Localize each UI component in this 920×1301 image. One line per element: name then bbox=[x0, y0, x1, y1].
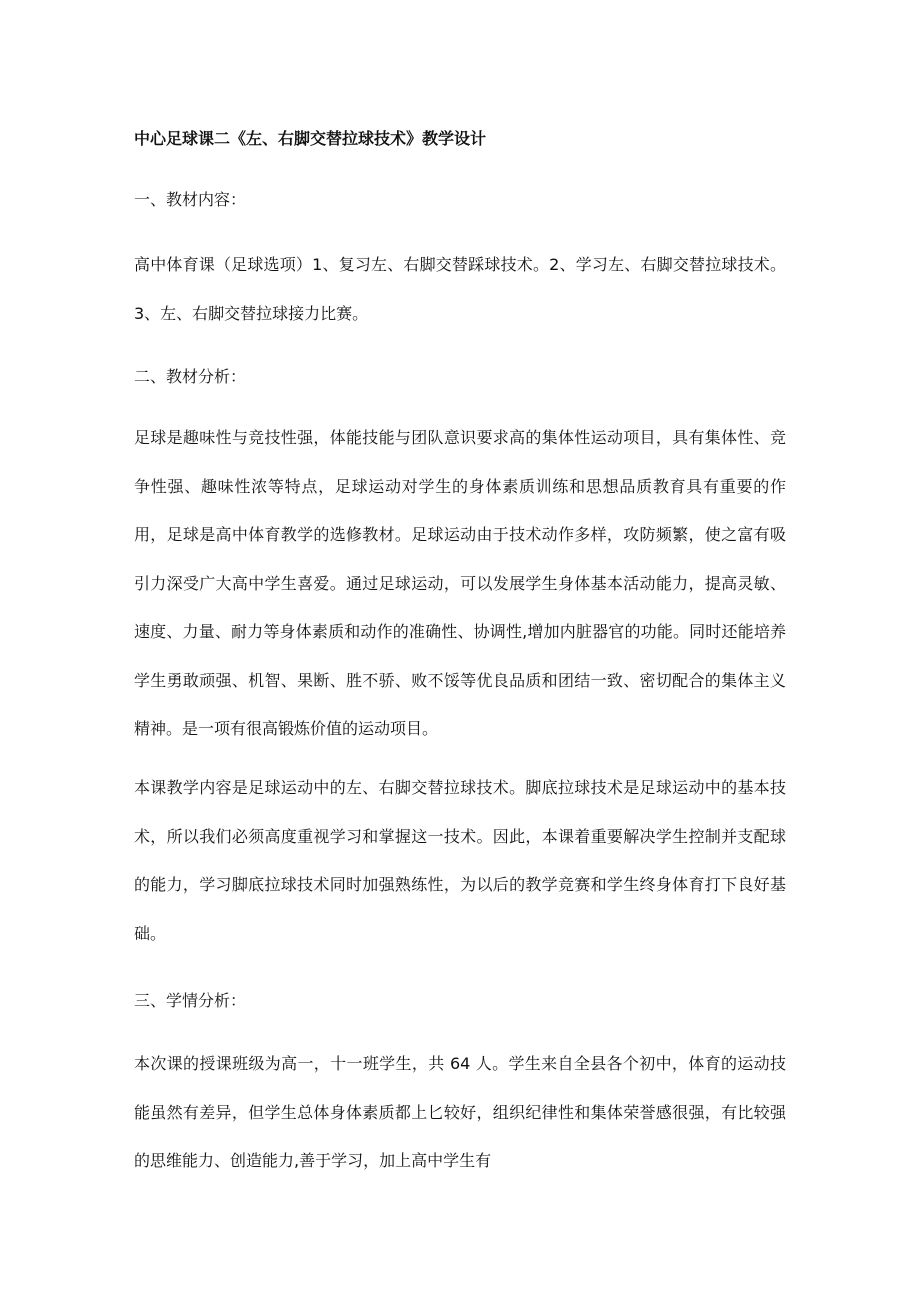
paragraph-analysis-football: 足球是趣味性与竞技性强，体能技能与团队意识要求高的集体性运动项目，具有集体性、竞争性强、趣味性浓等特点，足球运动对学生的身体素质训练和思想品质教育具有重要的作用，足球是高中体育教学的选修教材。足球运动由于技术动作多样，攻防频繁，使之富有吸引力深受广大高中学生喜爱。通过足球运动，可以发展学生身体基本活动能力，提高灵敏、速度、力量、耐力等身体素质和动作的准确性、协调性,增加内脏器官的功能。同时还能培养学生勇敢顽强、机智、果断、胜不骄、败不馁等优良品质和团结一致、密切配合的集体主义精神。是一项有很高锻炼价值的运动项目。 bbox=[134, 428, 786, 738]
paragraph-students-analysis: 本次课的授课班级为高一，十一班学生，共 64 人。学生来自全县各个初中，体育的运动技能虽然有差异，但学生总体身体素质都上匕较好，组织纪律性和集体荣誉感很强，有比较强的思维能力、创造能力,善于学习，加上高中学生有 bbox=[134, 1054, 786, 1170]
section-heading-materials: 一、教材内容： bbox=[134, 190, 247, 209]
paragraph-analysis-lesson: 本课教学内容是足球运动中的左、右脚交替拉球技术。脚底拉球技术是足球运动中的基本技术，所以我们必须高度重视学习和掌握这一技术。因此，本课着重要解决学生控制并支配球的能力，学习脚底拉球技术同时加强熟练性，为以后的教学竞赛和学生终身体育打下良好基础。 bbox=[134, 778, 786, 943]
document-title: 中心足球课二《左、右脚交替拉球技术》教学设计 bbox=[134, 129, 487, 148]
section-heading-analysis: 二、教材分析： bbox=[134, 367, 247, 386]
section-heading-students: 三、学情分析： bbox=[134, 991, 247, 1010]
paragraph-materials-content: 高中体育课（足球选项）1、复习左、右脚交替踩球技术。2、学习左、右脚交替拉球技术。3、左、右脚交替拉球接力比赛。 bbox=[134, 255, 786, 323]
